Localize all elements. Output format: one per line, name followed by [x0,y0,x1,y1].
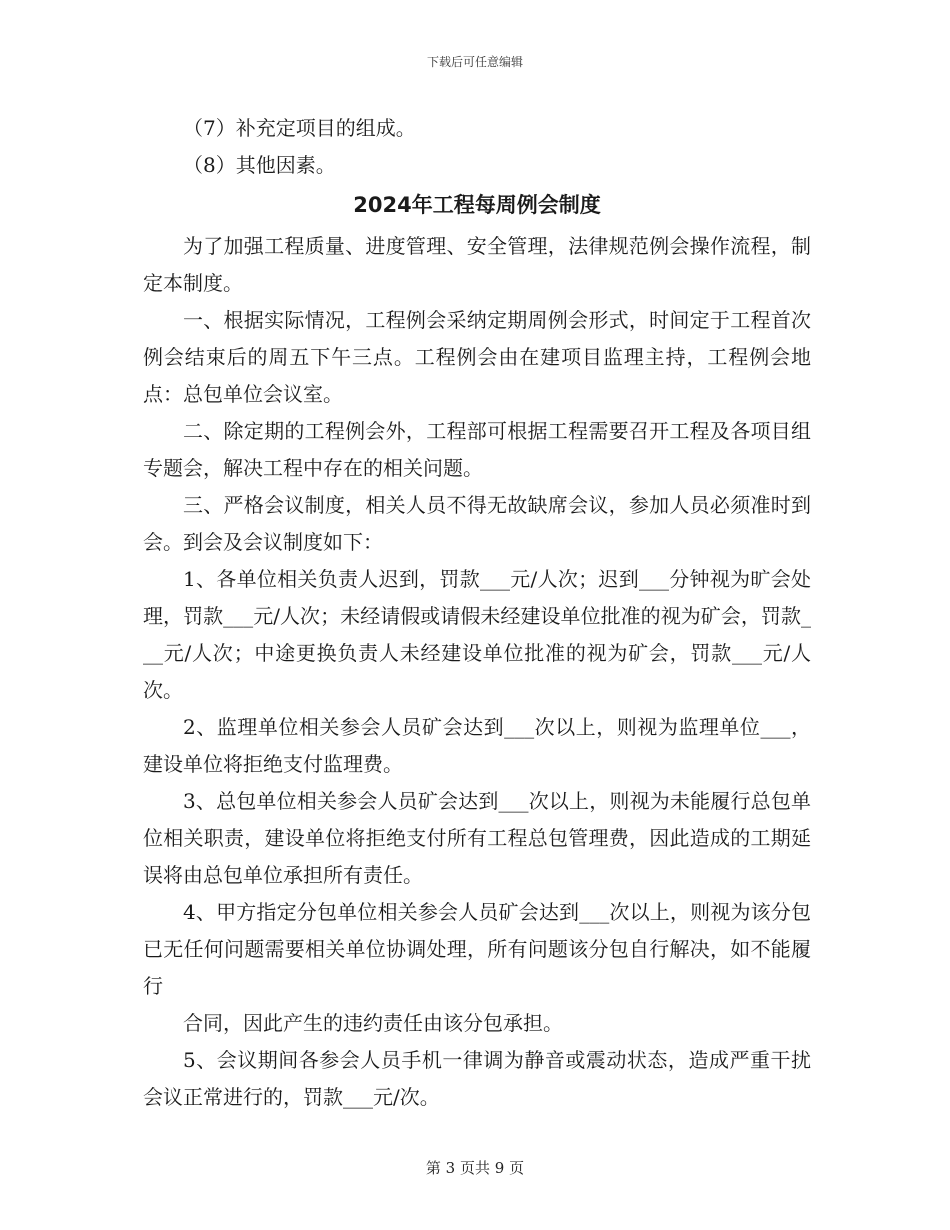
list-item-7: （7）补充定项目的组成。 [183,116,416,140]
paragraph-section-3: 三、严格会议制度，相关人员不得无故缺席会议，参加人员必须准时到会。到会及会议制度如下： [143,493,811,554]
paragraph-rule-2: 2、监理单位相关参会人员矿会达到___次以上，则视为监理单位___，建设单位将拒绝支付监理费。 [143,715,811,776]
paragraph-rule-4-cont: 合同，因此产生的违约责任由该分包承担。 [183,1011,563,1035]
paragraph-rule-1: 1、各单位相关负责人迟到，罚款___元/人次；迟到___分钟视为旷会处理，罚款___元/人次；未经请假或请假未经建设单位批准的视为矿会，罚款___元/人次；中途更换负责人未经建设单位批准的视为矿会，罚款___元/人次。 [143,567,811,702]
document-body [143,110,811,1116]
paragraph-rule-4: 4、甲方指定分包单位相关参会人员矿会达到___次以上，则视为该分包已无任何问题需要相关单位协调处理，所有问题该分包自行解决，如不能履行 [143,900,811,998]
paragraph-rule-5: 5、会议期间各参会人员手机一律调为静音或震动状态，造成严重干扰会议正常进行的，罚款___元/次。 [143,1048,811,1109]
document-title: 2024年工程每周例会制度 [353,193,601,217]
paragraph-rule-3: 3、总包单位相关参会人员矿会达到___次以上，则视为未能履行总包单位相关职责，建设单位将拒绝支付所有工程总包管理费，因此造成的工期延误将由总包单位承担所有责任。 [143,789,811,887]
paragraph-section-1: 一、根据实际情况，工程例会采纳定期周例会形式，时间定于工程首次例会结束后的周五下午三点。工程例会由在建项目监理主持，工程例会地点：总包单位会议室。 [143,308,811,406]
page-header: 下载后可任意编辑 [426,55,523,69]
paragraph-purpose: 为了加强工程质量、进度管理、安全管理，法律规范例会操作流程，制定本制度。 [143,234,811,295]
page-footer: 第 3 页共 9 页 [425,1159,525,1177]
list-item-8: （8）其他因素。 [183,153,336,177]
paragraph-section-2: 二、除定期的工程例会外，工程部可根据工程需要召开工程及各项目组专题会，解决工程中存在的相关问题。 [143,419,811,480]
